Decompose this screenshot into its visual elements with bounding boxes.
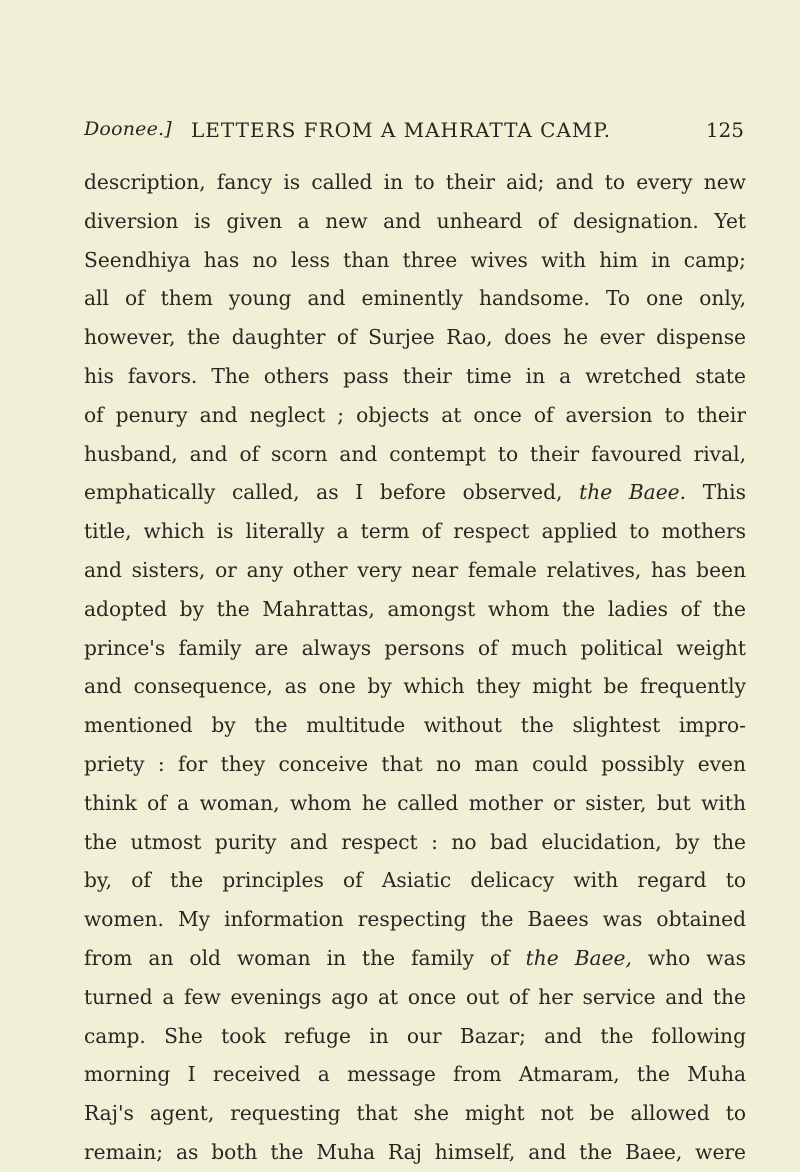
running-head: Doonee.]: [84, 118, 172, 140]
text-line: women. My information respecting the Baees was obtained: [84, 907, 746, 932]
page-header: [84, 118, 744, 154]
text-line: of penury and neglect ; objects at once of aversion to their: [84, 402, 746, 427]
text-line: mentioned by the multitude without the slightest impro-: [84, 713, 746, 738]
text-line: all of them young and eminently handsome. To one only,: [84, 286, 746, 311]
text-line: description, fancy is called in to their aid; and to every new: [84, 170, 746, 194]
text-line: title, which is literally a term of respect applied to mothers: [84, 519, 746, 544]
text-line: turned a few evenings ago at once out of her service and the: [84, 984, 746, 1009]
text-line: and consequence, as one by which they might be frequently: [84, 674, 746, 699]
text-line: prince's family are always persons of much political weight: [84, 635, 746, 660]
text-line: his favors. The others pass their time in a wretched state: [84, 363, 746, 388]
italic-phrase: the Baee,: [525, 945, 632, 970]
text-line: from an old woman in the family of the Baee, who was: [84, 945, 746, 970]
text-line: remain; as both the Muha Raj himself, and the Baee, were: [84, 1139, 746, 1164]
text-line: priety : for they conceive that no man could possibly even: [84, 751, 746, 776]
page-number: 125: [705, 118, 744, 142]
text-line: adopted by the Mahrattas, amongst whom the ladies of the: [84, 596, 746, 621]
text-line: think of a woman, whom he called mother or sister, but with: [84, 790, 746, 815]
body-text: [84, 163, 746, 1172]
text-line: emphatically called, as I before observed, the Baee. This: [84, 480, 746, 505]
text-line: husband, and of scorn and contempt to their favoured rival,: [84, 441, 746, 466]
text-line: Seendhiya has no less than three wives with him in camp;: [84, 247, 746, 272]
text-line: the utmost purity and respect : no bad elucidation, by the: [84, 829, 746, 854]
text-line: diversion is given a new and unheard of designation. Yet: [84, 208, 746, 233]
italic-phrase: the Baee.: [579, 480, 687, 505]
text-line: by, of the principles of Asiatic delicacy with regard to: [84, 868, 746, 893]
text-line: however, the daughter of Surjee Rao, does he ever dispense: [84, 325, 746, 350]
page-title: LETTERS FROM A MAHRATTA CAMP.: [191, 118, 612, 142]
text-line: Raj's agent, requesting that she might not be allowed to: [84, 1101, 746, 1126]
text-line: and sisters, or any other very near female relatives, has been: [84, 557, 746, 582]
text-line: morning I received a message from Atmaram, the Muha: [84, 1062, 746, 1087]
text-line: camp. She took refuge in our Bazar; and the following: [84, 1023, 746, 1048]
